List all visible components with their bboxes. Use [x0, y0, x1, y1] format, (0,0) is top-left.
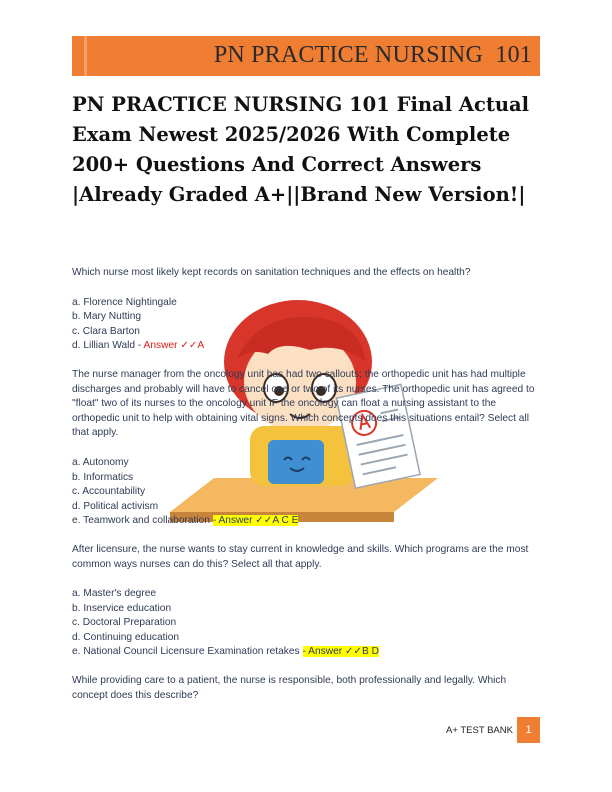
- option: c. Doctoral Preparation: [72, 617, 177, 629]
- question-text: The nurse manager from the oncology unit has had two callouts; the orthopedic unit has had multiple discharges and probably will have to cancel one or two of its nurses. The orthopedic unit has agreed to "float" two of its nurses to the oncology unit IF the oncology can float a nursing assistant to the orthopedic unit to help with obtaining vital signs. Which concepts does this situations entail? Select all that apply.: [72, 368, 535, 439]
- answer-key: Answer ✓✓A: [143, 340, 205, 352]
- option: a. Master's degree: [72, 588, 157, 600]
- option: c. Clara Barton: [72, 325, 140, 337]
- page-number: 1: [517, 717, 540, 743]
- option: b. Informatics: [72, 471, 134, 483]
- option: e. Teamwork and collaboration: [72, 515, 210, 527]
- option: c. Accountability: [72, 486, 146, 498]
- exam-content: [72, 266, 542, 703]
- option: a. Autonomy: [72, 456, 129, 468]
- option-with-answer: [72, 339, 542, 354]
- header-banner: [72, 36, 540, 76]
- option: d. Continuing education: [72, 631, 180, 643]
- answer-key: - Answer ✓✓B D: [302, 646, 380, 658]
- question-text: Which nurse most likely kept records on sanitation techniques and the effects on health?: [72, 267, 471, 278]
- option: b. Mary Nutting: [72, 311, 142, 323]
- option: b. Inservice education: [72, 602, 172, 614]
- option: d. Political activism: [72, 500, 159, 512]
- document-title: PN PRACTICE NURSING 101 Final Actual Exam Newest 2025/2026 With Complete 200+ Questions And Correct Answers |Already Graded A+||Brand New Version!|: [72, 93, 530, 206]
- option: e. National Council Licensure Examination retakes: [72, 646, 300, 658]
- option-with-answer: [72, 645, 542, 660]
- question-text: After licensure, the nurse wants to stay current in knowledge and skills. Which programs are the most common ways nurses can do this? Select all that apply.: [72, 543, 529, 570]
- question-text: While providing care to a patient, the nurse is responsible, both professionally and legally. Which concept does this describe?: [72, 675, 507, 701]
- footer-label: A+ TEST BANK: [446, 725, 513, 736]
- banner-title: PN PRACTICE NURSING 101: [213, 42, 532, 68]
- answer-key: - Answer ✓✓A C E: [212, 515, 299, 527]
- option-with-answer: [72, 514, 542, 529]
- option: a. Florence Nightingale: [72, 296, 177, 308]
- option: d. Lillian Wald -: [72, 340, 144, 352]
- banner-accent: [84, 36, 87, 76]
